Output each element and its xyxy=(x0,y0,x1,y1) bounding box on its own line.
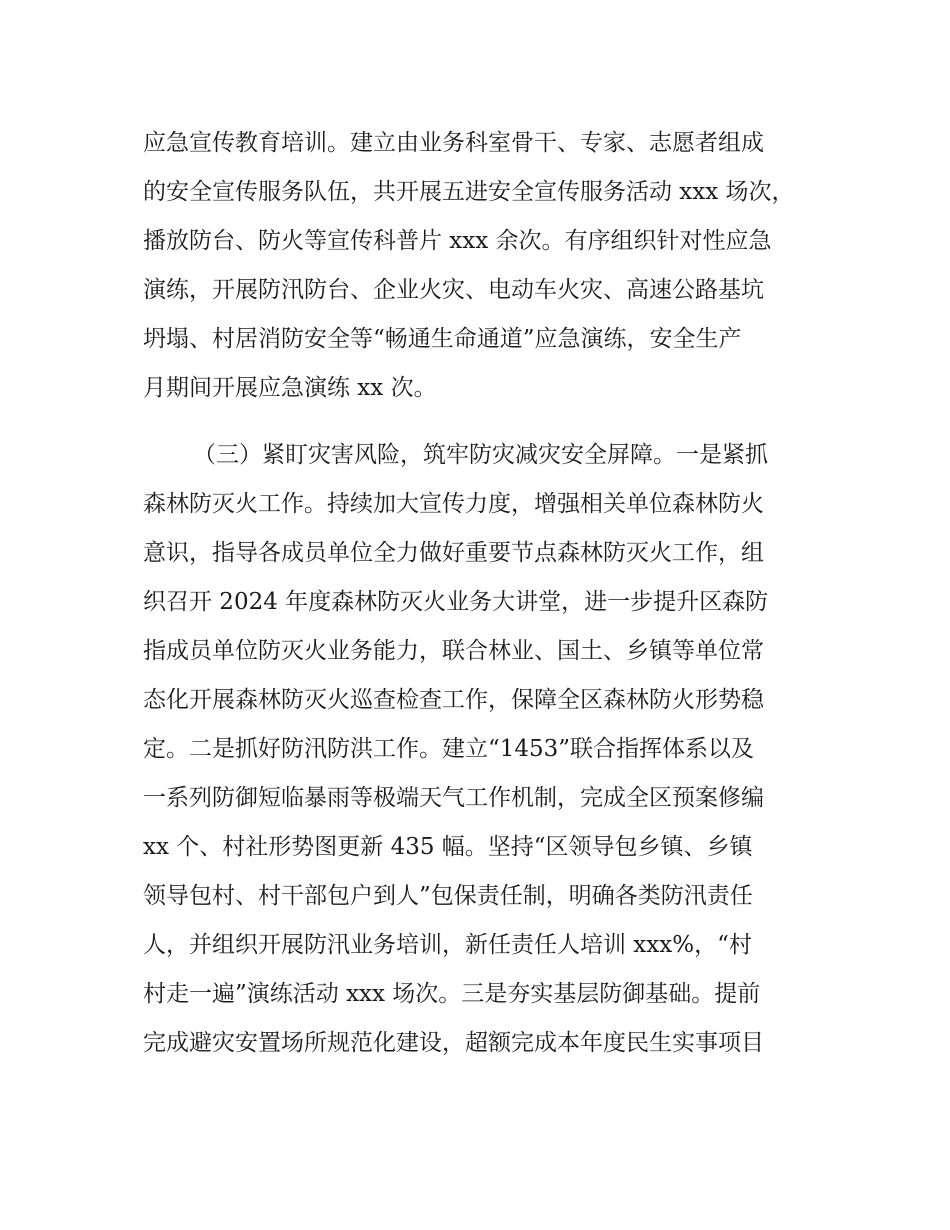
paragraph-line: 月期间开展应急演练 xx 次。 xyxy=(143,375,437,401)
paragraph-line: 意识，指导各成员单位全力做好重要节点森林防灭火工作，组 xyxy=(143,540,764,566)
paragraph-line: 一系列防御短临暴雨等极端天气工作机制，完成全区预案修编 xyxy=(143,785,764,811)
paragraph-line: 森林防灭火工作。持续加大宣传力度，增强相关单位森林防火 xyxy=(143,491,764,517)
paragraph-line: 指成员单位防灭火业务能力，联合林业、国土、乡镇等单位常 xyxy=(143,638,764,664)
paragraph-line: 播放防台、防火等宣传科普片 xxx 余次。有序组织针对性应急 xyxy=(143,228,772,254)
paragraph-line: 人，并组织开展防汛业务培训，新任责任人培训 xxx%，“村 xyxy=(143,932,752,958)
paragraph-line: 定。二是抓好防汛防洪工作。建立“1453”联合指挥体系以及 xyxy=(143,736,755,762)
paragraph-line: xx 个、村社形势图更新 435 幅。坚持“区领导包乡镇、乡镇 xyxy=(143,834,753,860)
paragraph-line: 领导包村、村干部包户到人”包保责任制，明确各类防汛责任 xyxy=(143,883,753,909)
paragraph-line: 村走一遍”演练活动 xxx 场次。三是夯实基层防御基础。提前 xyxy=(143,981,761,1007)
paragraph-line: 的安全宣传服务队伍，共开展五进安全宣传服务活动 xxx 场次， xyxy=(143,179,795,205)
paragraph-line: 织召开 2024 年度森林防灭火业务大讲堂，进一步提升区森防 xyxy=(143,589,769,615)
paragraph-line: 态化开展森林防灭火巡查检查工作，保障全区森林防火形势稳 xyxy=(143,687,764,713)
paragraph-line: 完成避灾安置场所规范化建设，超额完成本年度民生实事项目 xyxy=(143,1030,764,1056)
paragraph-line: 演练，开展防汛防台、企业火灾、电动车火灾、高速公路基坑 xyxy=(143,277,764,303)
paragraph-line: 应急宣传教育培训。建立由业务科室骨干、专家、志愿者组成 xyxy=(143,130,764,156)
paragraph-line: 坍塌、村居消防安全等“畅通生命通道”应急演练，安全生产 xyxy=(143,326,742,352)
section-heading-line: （三）紧盯灾害风险，筑牢防灾减灾安全屏障。一是紧抓 xyxy=(193,442,768,468)
